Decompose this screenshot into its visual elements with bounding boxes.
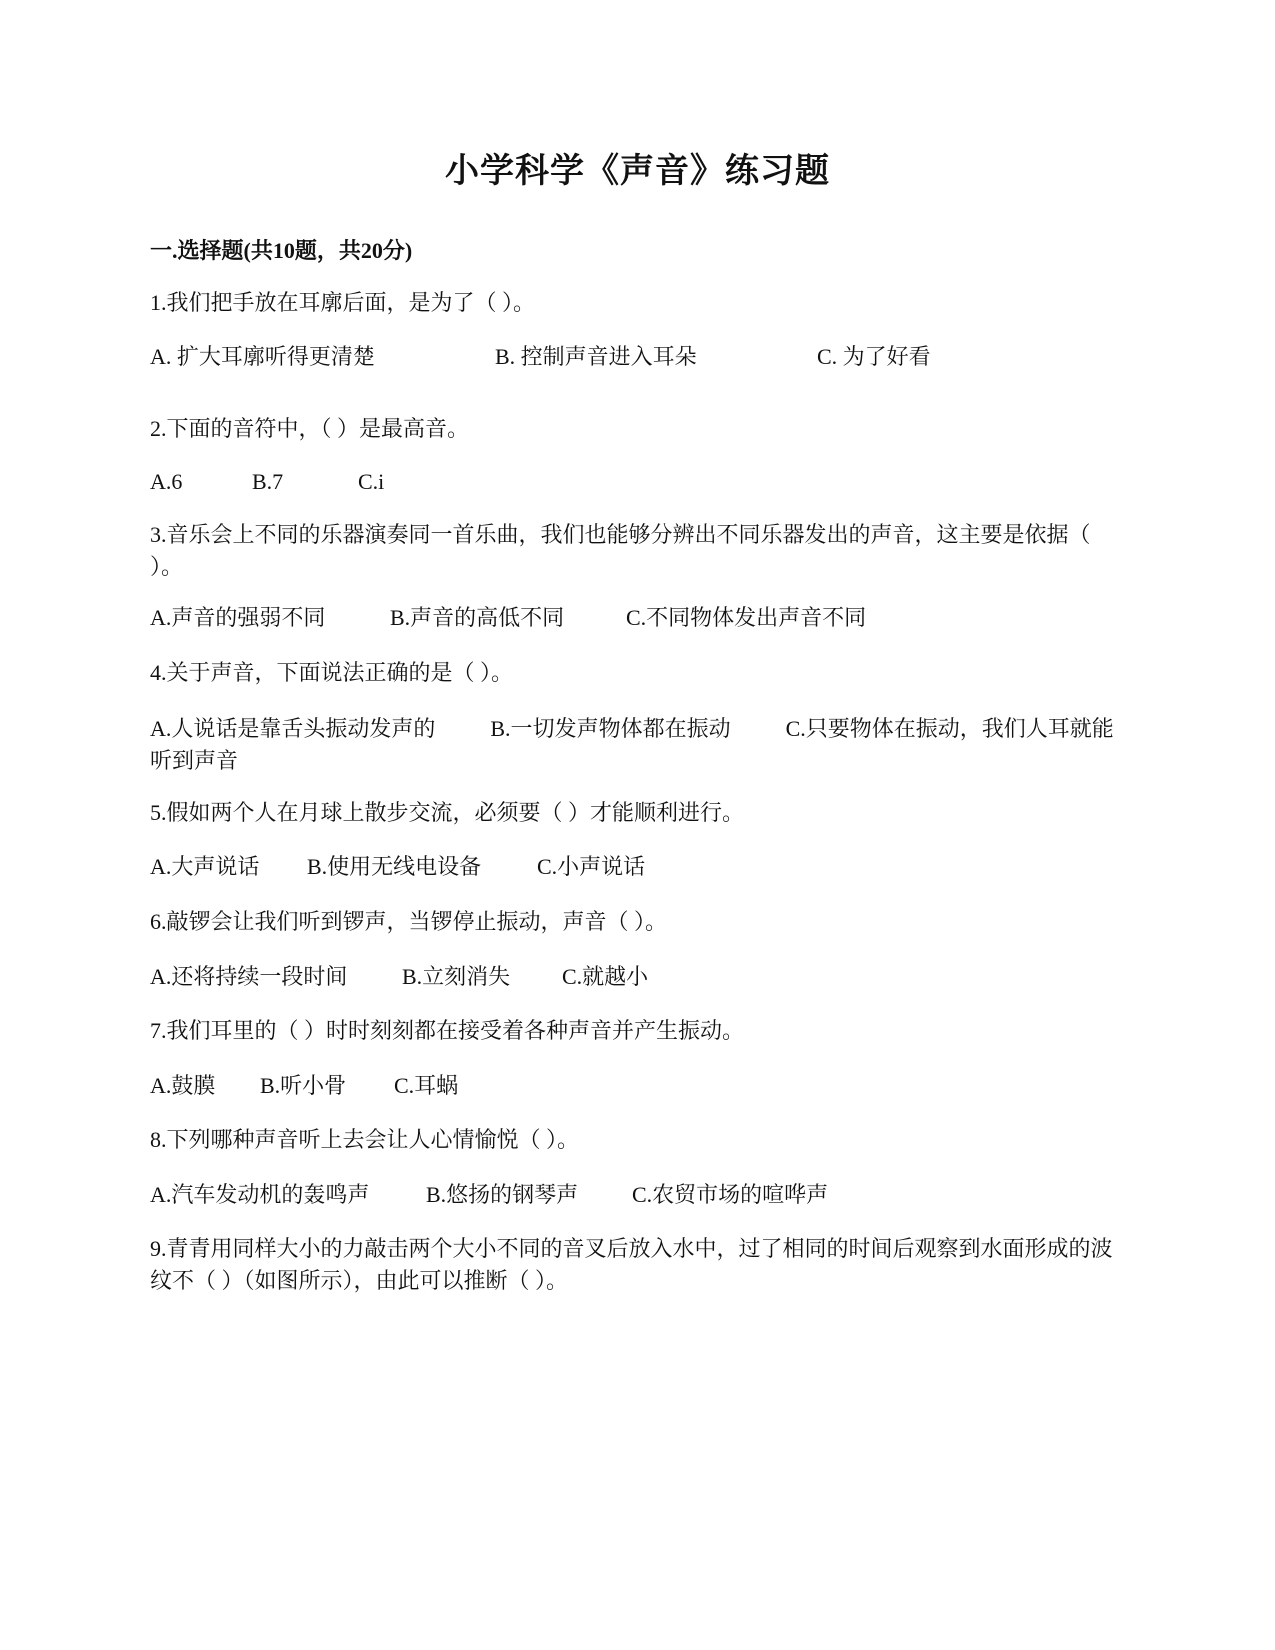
question-6-stem: 6.敲锣会让我们听到锣声，当锣停止振动，声音（ ）。 [150,909,668,934]
question-6-option-b: B.立刻消失 [402,964,511,989]
question-5-option-a: A.大声说话 [150,854,260,879]
question-1-stem: 1.我们把手放在耳廓后面，是为了（ ）。 [150,290,536,315]
question-3-stem: 3.音乐会上不同的乐器演奏同一首乐曲，我们也能够分辨出不同乐器发出的声音，这主要是依据（ ）。 [150,522,1091,579]
question-7-option-b: B.听小骨 [260,1073,347,1098]
question-4-stem: 4.关于声音，下面说法正确的是（ ）。 [150,660,514,685]
question-2-option-c: C.i [358,469,385,494]
question-8-option-b: B.悠扬的钢琴声 [426,1182,579,1207]
question-6-option-a: A.还将持续一段时间 [150,964,348,989]
question-6-option-c: C.就越小 [562,964,649,989]
question-4-options: A.人说话是靠舌头振动发声的 B.一切发声物体都在振动 C.只要物体在振动，我们人耳就能听到声音 [150,716,1114,773]
question-5-stem: 5.假如两个人在月球上散步交流，必须要（ ）才能顺利进行。 [150,800,745,825]
question-3-option-a: A.声音的强弱不同 [150,605,326,630]
section-heading: 一.选择题(共10题，共20分) [150,238,413,263]
question-2-option-b: B.7 [252,469,284,494]
question-5-option-c: C.小声说话 [537,854,646,879]
page-title: 小学科学《声音》练习题 [445,153,830,190]
question-1-option-b: B. 控制声音进入耳朵 [495,344,697,369]
question-8-option-c: C.农贸市场的喧哗声 [632,1182,829,1207]
question-7-option-c: C.耳蜗 [394,1073,459,1098]
question-8-stem: 8.下列哪种声音听上去会让人心情愉悦（ ）。 [150,1127,580,1152]
question-8-option-a: A.汽车发动机的轰鸣声 [150,1182,370,1207]
question-7-stem: 7.我们耳里的（ ）时时刻刻都在接受着各种声音并产生振动。 [150,1018,745,1043]
question-3-option-b: B.声音的高低不同 [390,605,565,630]
question-1-option-c: C. 为了好看 [817,344,931,369]
question-7-option-a: A.鼓膜 [150,1073,216,1098]
question-1-option-a: A. 扩大耳廓听得更清楚 [150,344,375,369]
question-3-option-c: C.不同物体发出声音不同 [626,605,867,630]
question-5-option-b: B.使用无线电设备 [307,854,482,879]
question-2-option-a: A.6 [150,469,183,494]
question-2-stem: 2.下面的音符中，（ ）是最高音。 [150,416,470,441]
question-9-stem: 9.青青用同样大小的力敲击两个大小不同的音叉后放入水中，过了相同的时间后观察到水面形成的波纹不（ ）（如图所示），由此可以推断（ ）。 [150,1236,1113,1293]
